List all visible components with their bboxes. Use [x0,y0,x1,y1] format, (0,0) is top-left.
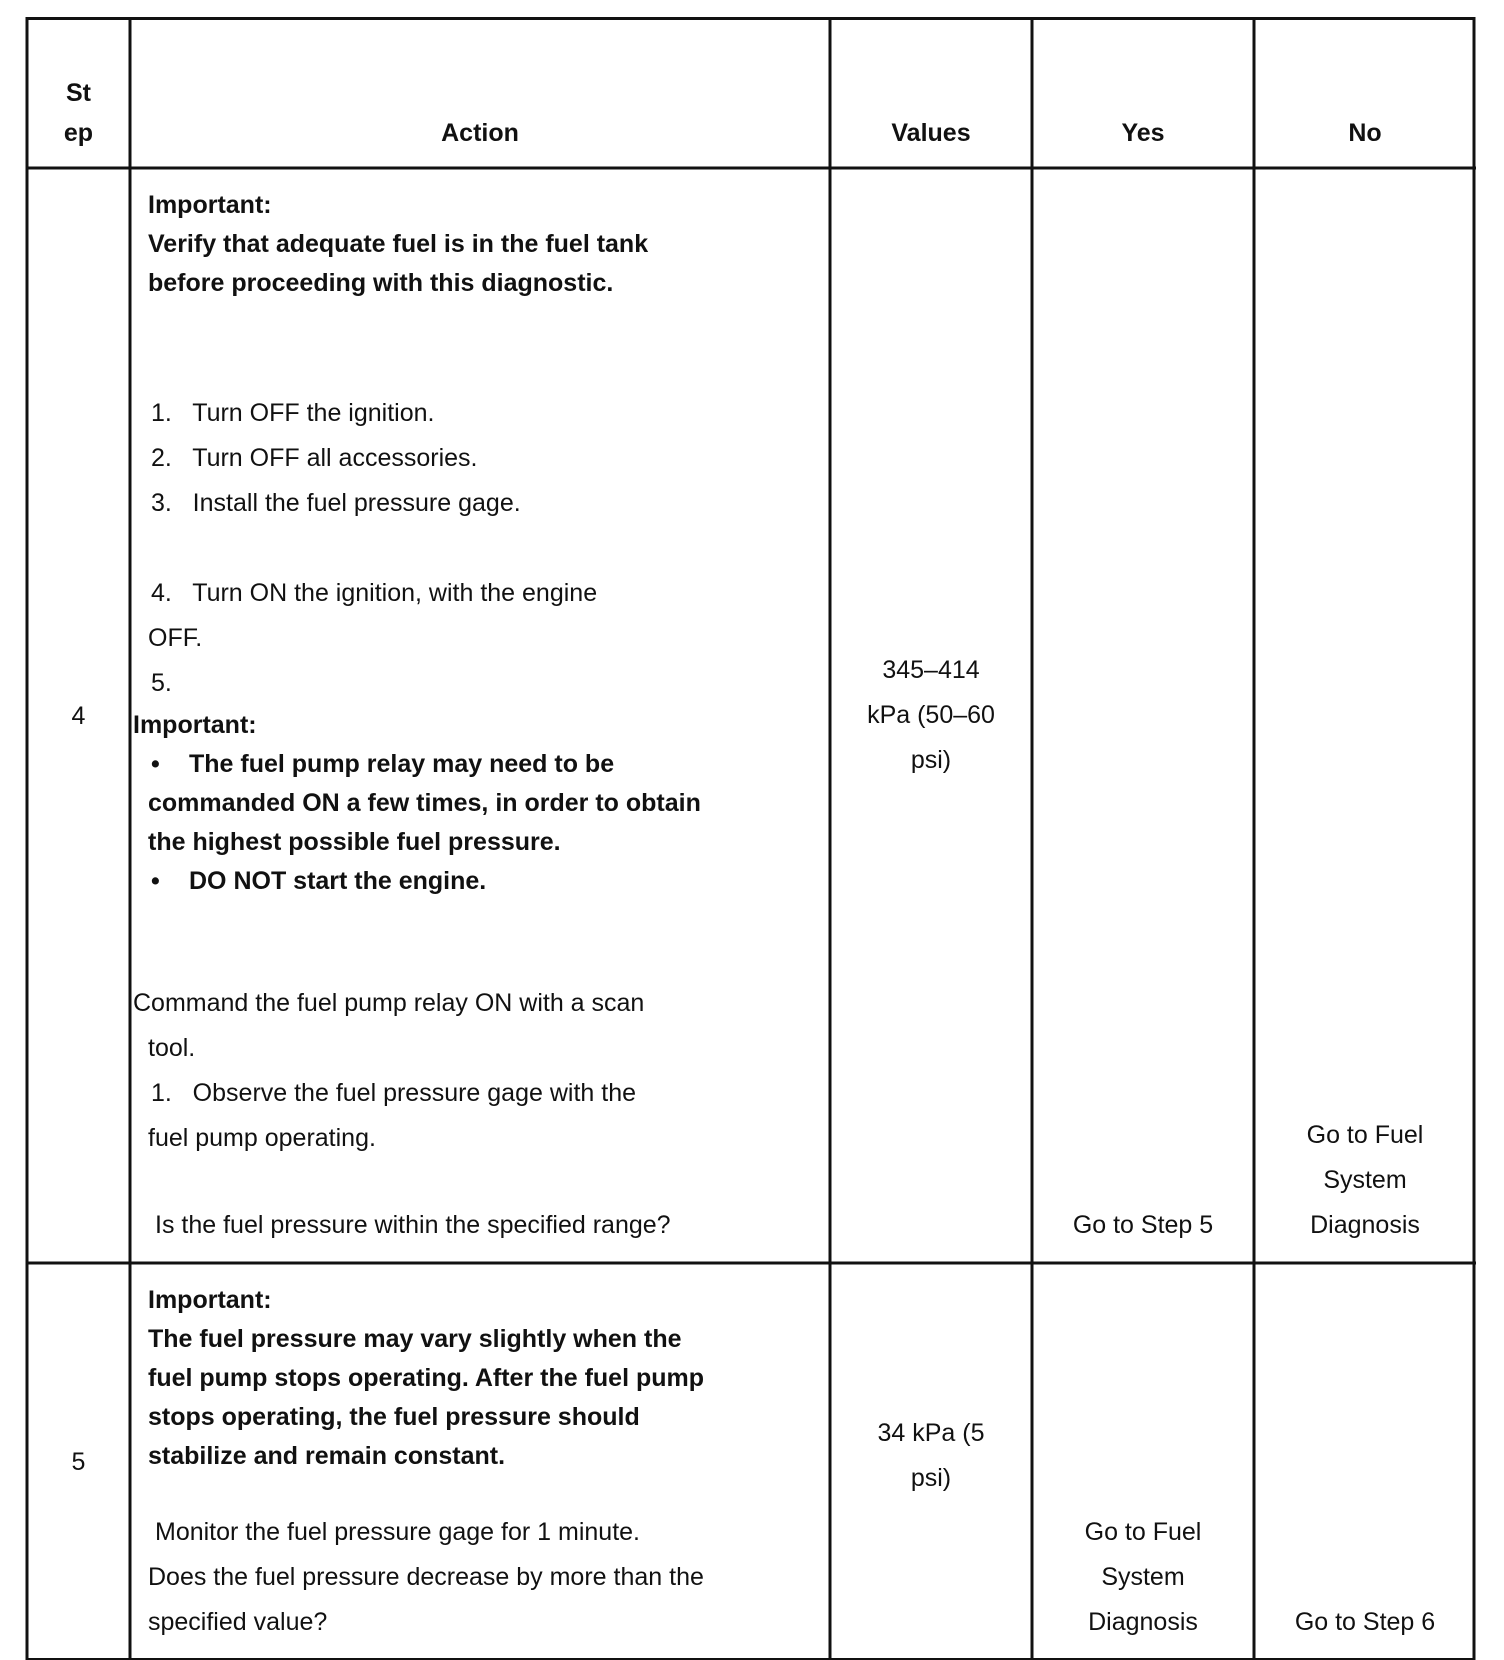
row4-item2: 2. Turn OFF all accessories. [151,444,478,472]
row4-values-line2: kPa (50–60 [867,701,995,729]
row5-values-line2: psi) [910,1464,952,1492]
row4-values-line3: psi) [910,746,952,774]
header-action: Action [441,119,519,147]
row5-important-label: Important: [148,1286,272,1314]
row5-values-line1: 34 kPa (5 [877,1419,985,1447]
row5-important-line3: stops operating, the fuel pressure should [148,1403,640,1431]
row4-bullet1-line1: The fuel pump relay may need to be [189,750,615,778]
row5-step: 5 [71,1448,86,1476]
row5-yes-line3: Diagnosis [1088,1608,1198,1636]
row4-yes: Go to Step 5 [1072,1211,1214,1239]
header-yes: Yes [1121,119,1165,147]
row4-item5: 5. [151,669,172,697]
row4-command-line2: tool. [148,1034,196,1062]
row4-important-line2: before proceeding with this diagnostic. [148,269,614,297]
row4-bullet-mark1: • [151,750,160,778]
row4-step: 4 [71,702,86,730]
row4-bullet1-line2: commanded ON a few times, in order to obtain [148,789,701,817]
row4-question: Is the fuel pressure within the specified range? [155,1211,671,1239]
row5-important-line4: stabilize and remain constant. [148,1442,506,1470]
row4-bullet2: DO NOT start the engine. [189,867,487,895]
row4-no-line1: Go to Fuel [1306,1121,1424,1149]
header-step-line1: St [66,79,91,107]
row4-important-line1: Verify that adequate fuel is in the fuel tank [148,230,649,258]
row4-item4-cont: OFF. [148,624,203,652]
row5-important-line2: fuel pump stops operating. After the fuel pump [148,1364,705,1392]
row5-no: Go to Step 6 [1294,1608,1436,1636]
header-step-line2: ep [63,119,94,147]
row5-yes-line2: System [1101,1563,1185,1591]
row4-bullet-mark2: • [151,867,160,895]
row4-no-line2: System [1323,1166,1407,1194]
row5-important-line1: The fuel pressure may vary slightly when the [148,1325,682,1353]
row4-no-line3: Diagnosis [1310,1211,1420,1239]
row4-important2-label: Important: [133,711,257,739]
row4-values-line1: 345–414 [882,656,980,684]
header-values: Values [891,119,971,147]
row4-bullet1-line3: the highest possible fuel pressure. [148,828,561,856]
row5-question-line2: specified value? [148,1608,328,1636]
row4-important-label: Important: [148,191,272,219]
row4-observe-line2: fuel pump operating. [148,1124,376,1152]
row4-observe-line1: 1. Observe the fuel pressure gage with the [151,1079,636,1107]
row5-yes-line1: Go to Fuel [1084,1518,1202,1546]
header-no: No [1348,119,1382,147]
row5-monitor: Monitor the fuel pressure gage for 1 minute. [155,1518,640,1546]
row4-command-line1: Command the fuel pump relay ON with a scan [133,989,645,1017]
row4-item3: 3. Install the fuel pressure gage. [151,489,521,517]
row4-item1: 1. Turn OFF the ignition. [151,399,435,427]
row4-item4: 4. Turn ON the ignition, with the engine [151,579,598,607]
row5-question-line1: Does the fuel pressure decrease by more than the [148,1563,704,1591]
